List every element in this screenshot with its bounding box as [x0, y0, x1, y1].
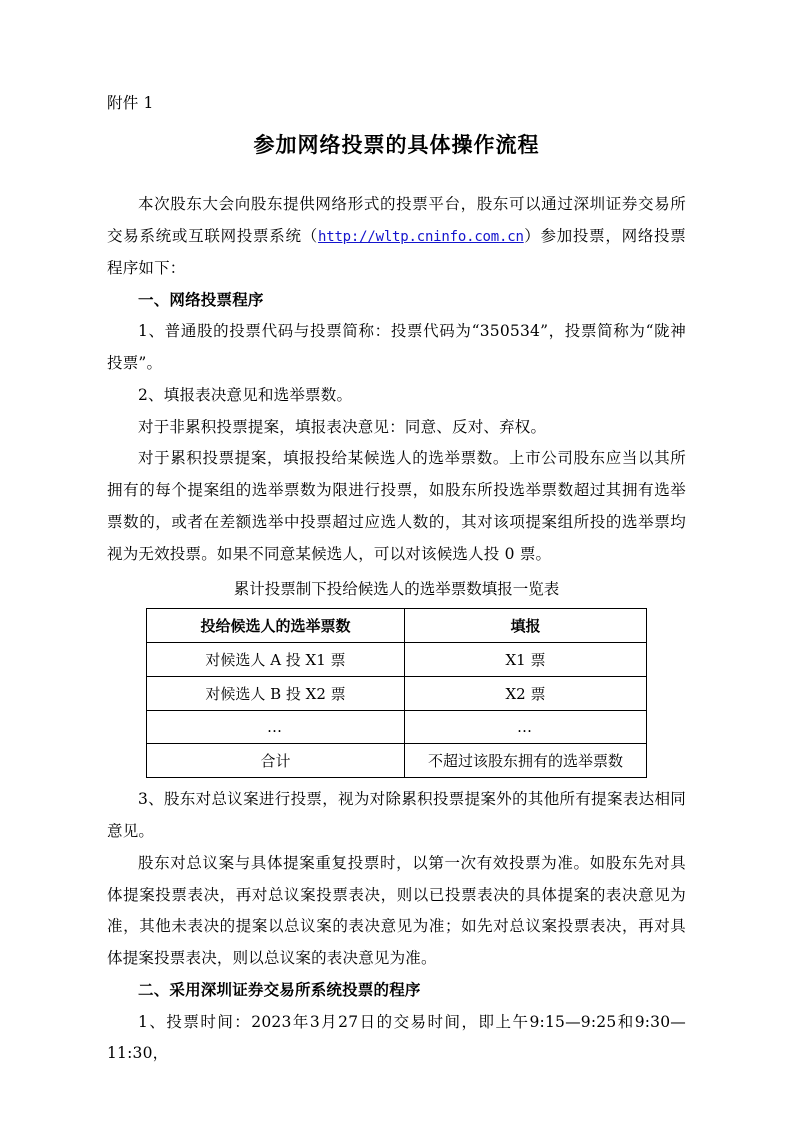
table-cell-candidate-b: 对候选人 B 投 X2 票	[147, 677, 405, 711]
table-caption: 累计投票制下投给候选人的选举票数填报一览表	[233, 580, 560, 599]
table-header-cell-fill: 填报	[405, 609, 647, 643]
attachment-label: 附件 1	[107, 94, 154, 112]
section1-paragraph-6: 股东对总议案与具体提案重复投票时，以第一次有效投票为准。如股东先对具体提案投票表决，再对总议案投票表决，则以已投票表决的具体提案的表决意见为准，其他未表决的提案以总议案的表决意见为准；如先对总议案投票表决，再对具体提案投票表决，则以总议案的表决意见为准。	[107, 853, 686, 968]
table-cell-total-value: 不超过该股东拥有的选举票数	[405, 744, 647, 778]
intro-text-part1: 本次股东大会向股东提供网络形式的投票平台，股东可以通过深圳证券交易所交易系统或互联网投票系统（	[107, 195, 686, 246]
table-cell-candidate-a: 对候选人 A 投 X1 票	[147, 643, 405, 677]
table-row	[147, 677, 647, 711]
section1-paragraph-1: 1、普通股的投票代码与投票简称：投票代码为“350534”，投票简称为“陇神投票”。	[107, 322, 686, 373]
voting-platform-link[interactable]: http://wltp.cninfo.com.cn	[317, 229, 524, 246]
table-header-cell-votes: 投给候选人的选举票数	[147, 609, 405, 643]
table-row	[147, 643, 647, 677]
cumulative-voting-table	[146, 608, 647, 778]
table-cell-ellipsis-right: …	[405, 711, 647, 744]
table-header-row	[147, 609, 647, 643]
section1-paragraph-2: 2、填报表决意见和选举票数。	[138, 385, 353, 404]
section-heading-1: 一、网络投票程序	[138, 290, 264, 309]
table-cell-ellipsis-left: …	[147, 711, 405, 744]
page-title: 参加网络投票的具体操作流程	[253, 133, 540, 158]
section1-paragraph-5: 3、股东对总议案进行投票，视为对除累积投票提案外的其他所有提案表达相同意见。	[107, 790, 686, 840]
intro-paragraph	[107, 189, 686, 284]
table-cell-value-b: X2 票	[405, 677, 647, 711]
section-heading-2: 二、采用深圳证券交易所系统投票的程序	[138, 980, 421, 999]
table-row	[147, 744, 647, 778]
table-cell-total-label: 合计	[147, 744, 405, 778]
section1-paragraph-3: 对于非累积投票提案，填报表决意见：同意、反对、弃权。	[138, 417, 547, 436]
table-cell-value-a: X1 票	[405, 643, 647, 677]
table-row	[147, 711, 647, 744]
section1-paragraph-4: 对于累积投票提案，填报投给某候选人的选举票数。上市公司股东应当以其所拥有的每个提案组的选举票数为限进行投票，如股东所投选举票数超过其拥有选举票数的，或者在差额选举中投票超过应选人数的，其对该项提案组所投的选举票均视为无效投票。如果不同意某候选人，可以对该候选人投 0 票。	[107, 449, 686, 563]
intro-text-part2: ）参加投票，网络投票程序如下：	[107, 227, 686, 277]
section2-paragraph-1: 1、投票时间：2023年3月27日的交易时间，即上午9:15—9:25和9:30—11:30，	[107, 1012, 686, 1063]
